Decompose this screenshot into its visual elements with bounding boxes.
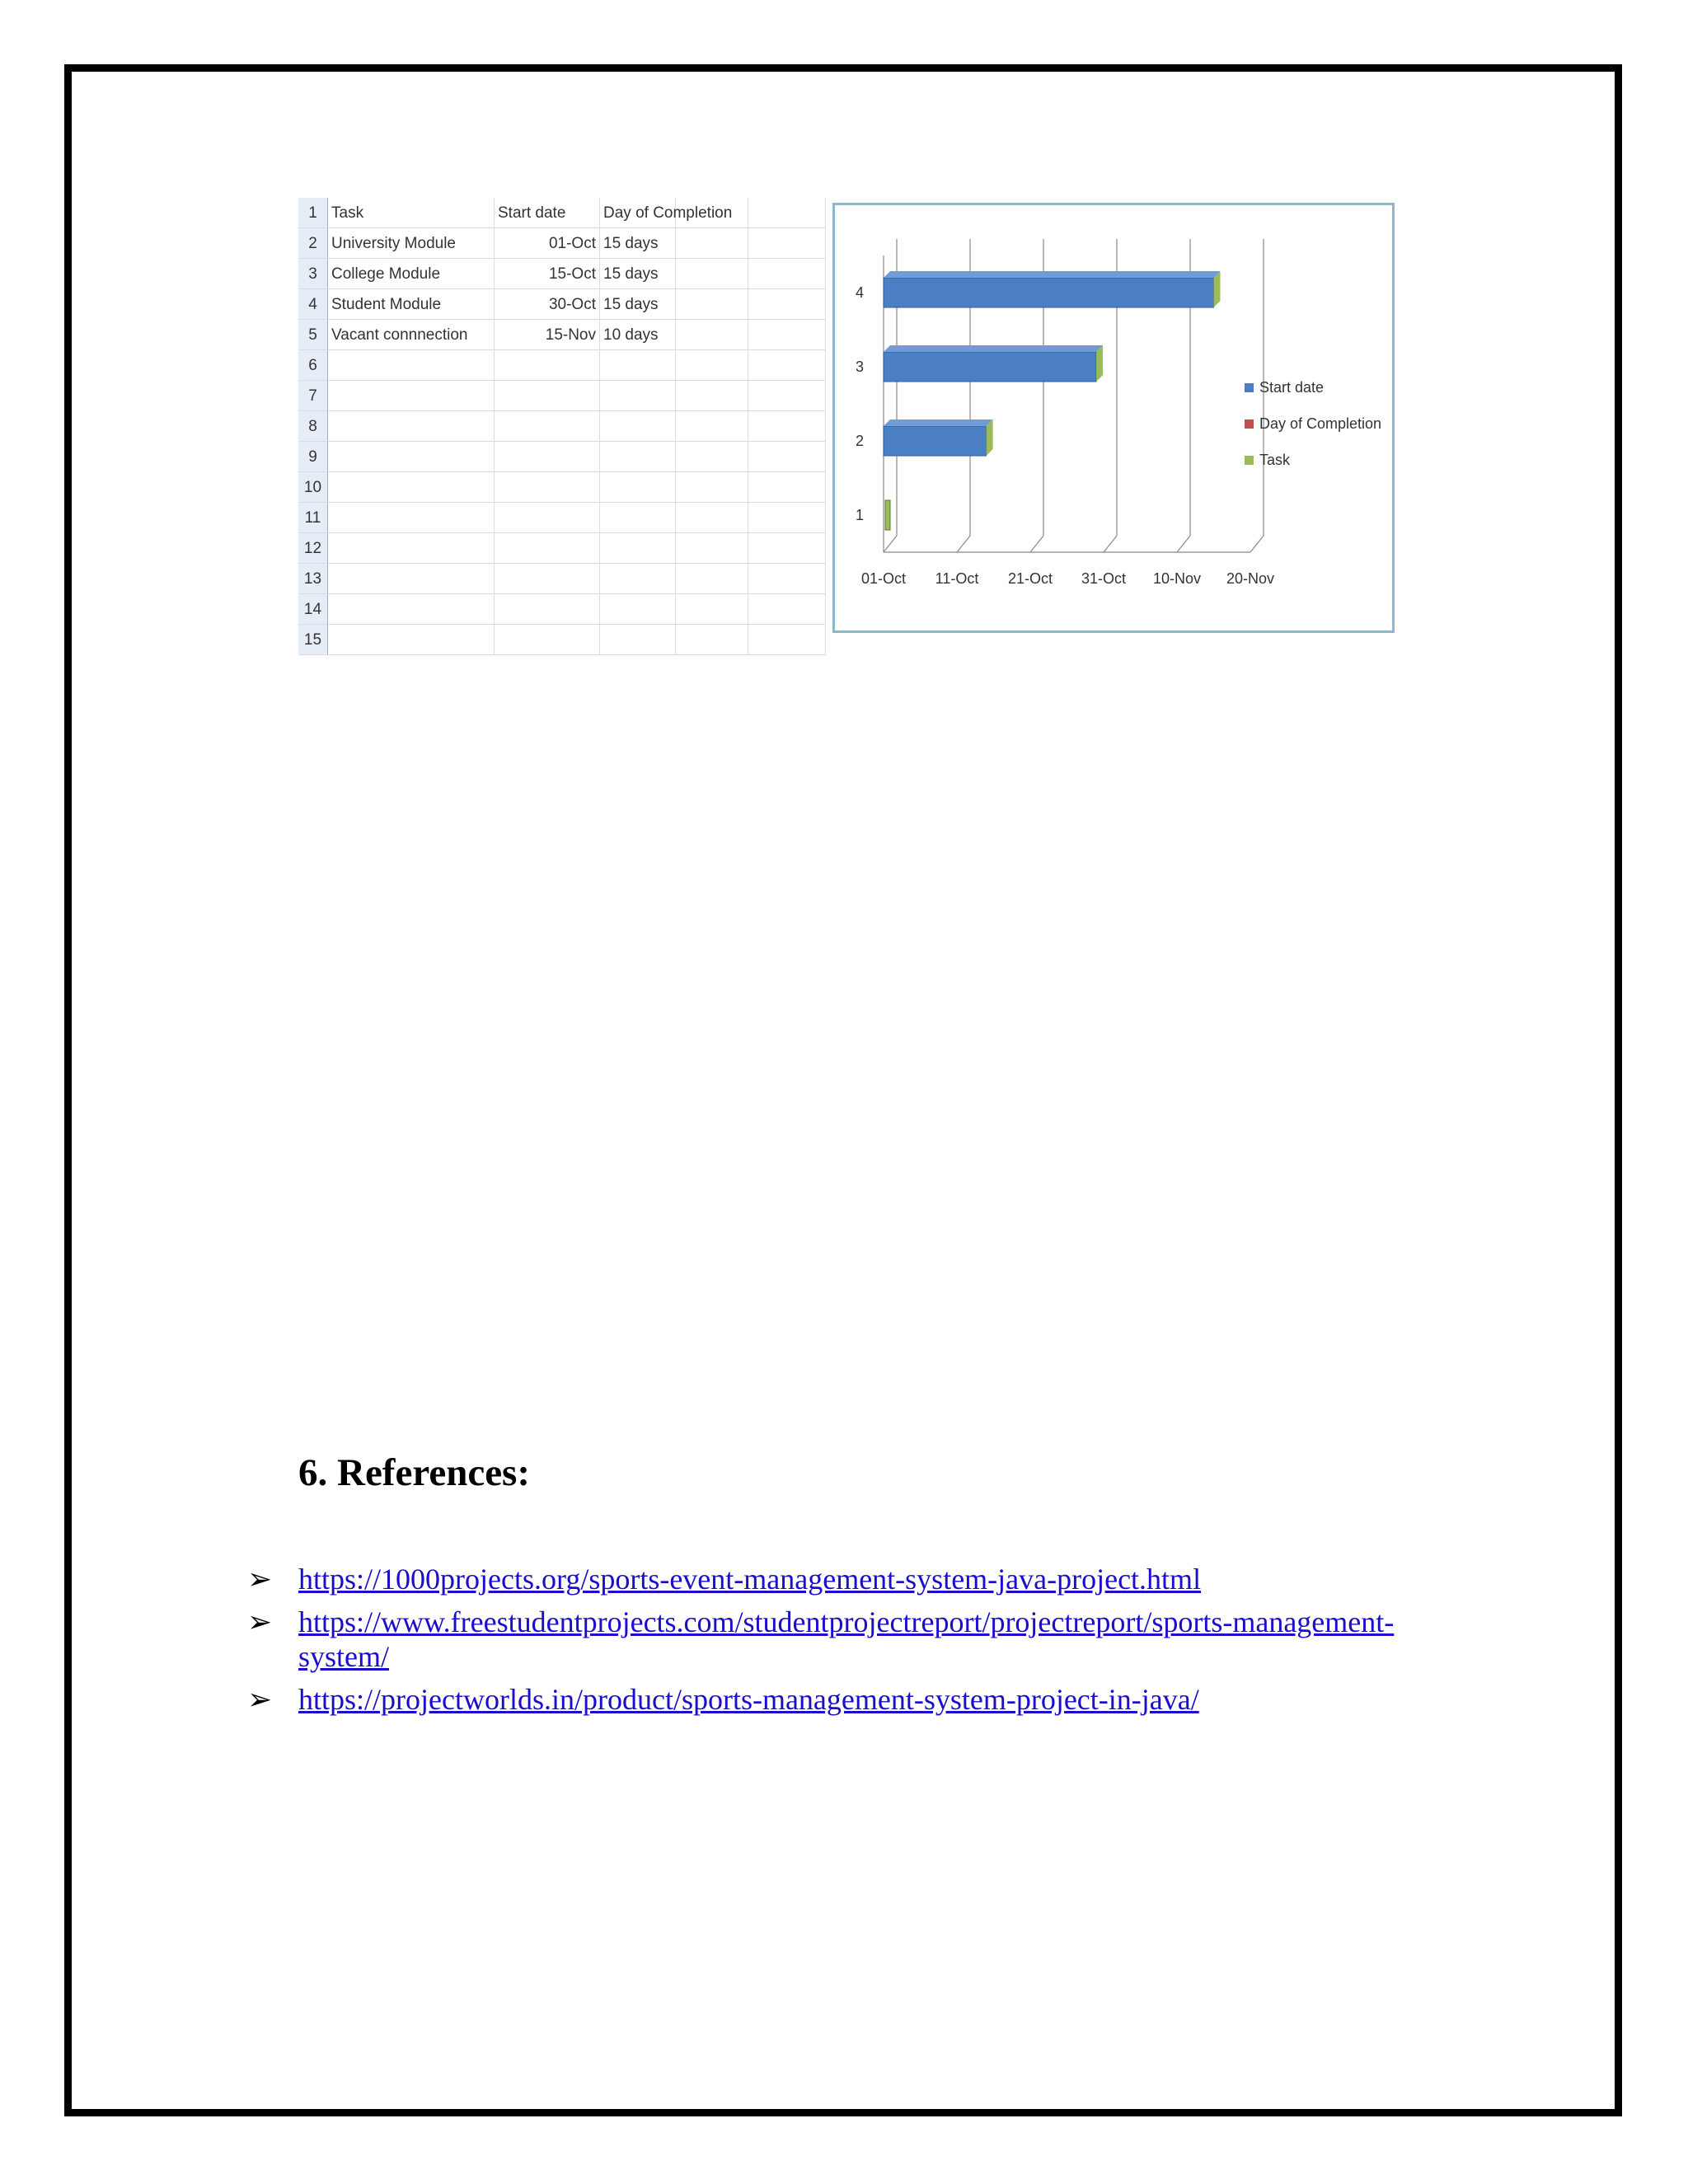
bar-top-face <box>884 345 1103 352</box>
arrow-bullet-icon: ➢ <box>247 1683 273 1716</box>
gridline-floor <box>884 536 897 552</box>
legend-swatch <box>1245 383 1254 392</box>
spreadsheet-cell[interactable]: 01-Oct <box>495 228 600 259</box>
spreadsheet-cell[interactable]: Vacant connnection <box>328 320 495 350</box>
spreadsheet-screenshot <box>298 198 1423 659</box>
row-number: 11 <box>298 503 328 533</box>
gridline-floor <box>1177 536 1190 552</box>
legend-swatch <box>1245 456 1254 465</box>
row-number: 9 <box>298 442 328 472</box>
references-list <box>247 1562 1401 1725</box>
reference-link-freestudentprojects[interactable]: https://www.freestudentprojects.com/studentprojectreport/projectreport/sports-management-system/ <box>298 1605 1395 1673</box>
legend-swatch <box>1245 419 1254 429</box>
legend-label: Day of Completion <box>1259 415 1382 432</box>
bar-start-date <box>884 352 1096 382</box>
spreadsheet-cell[interactable]: 15-Oct <box>495 259 600 289</box>
spreadsheet-cell[interactable]: College Module <box>328 259 495 289</box>
row-number: 1 <box>298 198 328 228</box>
gridline-floor <box>1104 536 1117 552</box>
x-tick-label: 11-Oct <box>935 570 979 587</box>
chart-legend <box>1245 369 1381 478</box>
reference-item <box>247 1562 1401 1596</box>
spreadsheet-cell[interactable]: Task <box>328 198 495 228</box>
spreadsheet-cell[interactable]: Start date <box>495 198 600 228</box>
row-number: 5 <box>298 320 328 350</box>
y-tick-label: 3 <box>855 359 864 375</box>
legend-item <box>1245 369 1381 405</box>
legend-item <box>1245 442 1381 478</box>
arrow-bullet-icon: ➢ <box>247 1605 273 1638</box>
x-tick-label: 21-Oct <box>1007 570 1053 587</box>
spreadsheet-cell[interactable]: 15 days <box>600 289 676 320</box>
bar-stub <box>885 500 890 530</box>
gridline-floor <box>1250 536 1264 552</box>
gridline-floor <box>957 536 970 552</box>
spreadsheet-cell[interactable]: 15 days <box>600 228 676 259</box>
legend-item <box>1245 405 1381 442</box>
row-number: 13 <box>298 564 328 594</box>
y-tick-label: 4 <box>855 284 864 301</box>
spreadsheet-cell[interactable]: University Module <box>328 228 495 259</box>
bar-start-date <box>884 426 987 456</box>
bar-top-face <box>884 419 993 426</box>
reference-link-projectworlds[interactable]: https://projectworlds.in/product/sports-management-system-project-in-java/ <box>298 1683 1199 1716</box>
row-number: 8 <box>298 411 328 442</box>
spreadsheet-cell[interactable]: Student Module <box>328 289 495 320</box>
x-tick-label: 01-Oct <box>860 570 907 587</box>
gridline-floor <box>1030 536 1043 552</box>
row-number: 6 <box>298 350 328 381</box>
spreadsheet-cell[interactable]: 15 days <box>600 259 676 289</box>
spreadsheet-cell[interactable]: 10 days <box>600 320 676 350</box>
reference-item <box>247 1682 1401 1717</box>
x-tick-label: 20-Nov <box>1226 570 1275 587</box>
row-number: 2 <box>298 228 328 259</box>
row-number: 12 <box>298 533 328 564</box>
arrow-bullet-icon: ➢ <box>247 1563 273 1596</box>
legend-label: Start date <box>1259 379 1325 396</box>
x-tick-label: 10-Nov <box>1152 570 1202 587</box>
bar-top-face <box>884 271 1221 278</box>
x-tick-label: 31-Oct <box>1081 570 1127 587</box>
row-number: 7 <box>298 381 328 411</box>
y-tick-label: 1 <box>855 507 864 523</box>
references-heading: 6. References: <box>298 1451 530 1494</box>
spreadsheet-cell[interactable]: 15-Nov <box>495 320 600 350</box>
row-number: 10 <box>298 472 328 503</box>
row-number: 15 <box>298 625 328 655</box>
y-tick-label: 2 <box>855 433 864 449</box>
bar-start-date <box>884 278 1214 307</box>
legend-label: Task <box>1259 452 1291 468</box>
spreadsheet-cell[interactable]: Day of Completion <box>600 198 676 228</box>
row-number: 14 <box>298 594 328 625</box>
reference-link-1000projects[interactable]: https://1000projects.org/sports-event-management-system-java-project.html <box>298 1563 1202 1596</box>
row-number: 4 <box>298 289 328 320</box>
reference-item <box>247 1605 1401 1674</box>
spreadsheet-cell[interactable]: 30-Oct <box>495 289 600 320</box>
row-number: 3 <box>298 259 328 289</box>
